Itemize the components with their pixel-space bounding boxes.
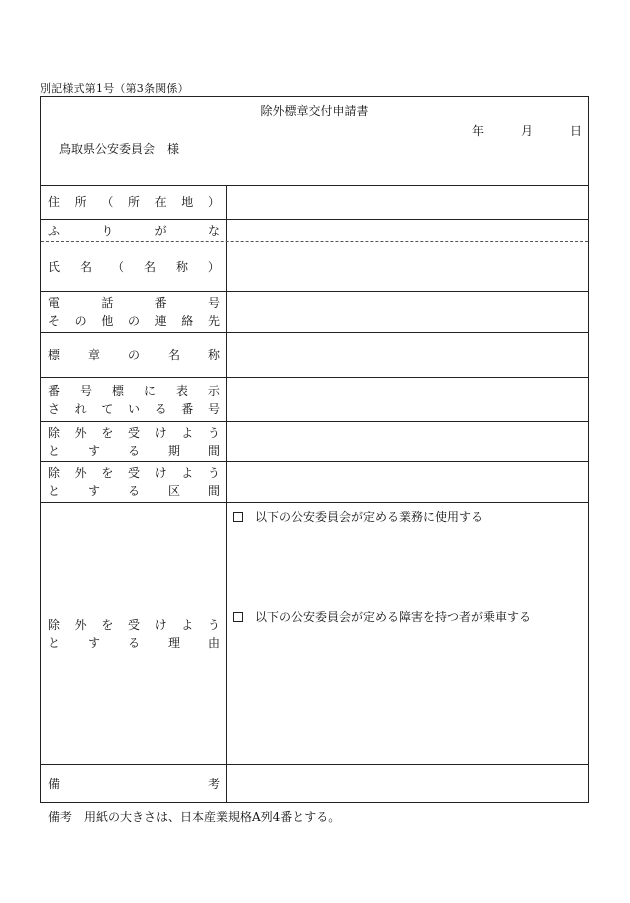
exemption-period-input[interactable] [227, 422, 588, 461]
label-line [48, 346, 220, 364]
furigana-input[interactable] [227, 220, 588, 241]
month-label: 月 [520, 124, 533, 138]
label-address [41, 185, 227, 219]
reason-option-disability[interactable] [233, 608, 531, 625]
date-field[interactable] [472, 122, 582, 139]
label-char: を [101, 466, 114, 480]
label-char: 標 [48, 348, 61, 362]
exemption-section-input[interactable] [227, 462, 588, 502]
address-input[interactable] [227, 185, 588, 219]
row-exemption-period [41, 422, 588, 462]
label-emblem-name [41, 333, 227, 377]
row-phone [41, 292, 588, 333]
checkbox[interactable] [233, 612, 243, 622]
label-char: 号 [207, 401, 220, 416]
label-char: け [154, 425, 167, 440]
label-exemption-section [41, 462, 227, 502]
label-char: け [154, 617, 167, 632]
label-exemption-period [41, 422, 227, 461]
day-label: 日 [569, 124, 582, 138]
label-char: 番 [154, 296, 167, 310]
label-line [48, 222, 220, 240]
label-char: る [127, 635, 140, 650]
label-char: 外 [74, 425, 87, 440]
label-char: す [87, 443, 100, 458]
reason-option-business-label: 以下の公安委員会が定める業務に使用する [255, 510, 484, 524]
label-char: そ [48, 314, 61, 328]
label-char: 番 [48, 383, 61, 398]
label-char: 連 [154, 314, 167, 328]
label-line [48, 193, 220, 211]
reason-option-business[interactable] [233, 508, 483, 525]
label-char: 章 [87, 348, 100, 362]
label-char: 期 [167, 443, 180, 458]
label-line [48, 294, 220, 312]
label-char: 理 [167, 635, 180, 650]
label-char: 先 [207, 314, 220, 328]
label-line [48, 382, 220, 400]
label-char: 所 [74, 195, 87, 209]
label-char: 外 [74, 617, 87, 632]
label-char: 住 [48, 195, 61, 209]
label-remarks [41, 765, 227, 802]
label-char: 示 [207, 383, 220, 398]
label-char: る [154, 401, 167, 416]
label-char: い [127, 401, 140, 416]
label-name [41, 242, 227, 291]
row-address [41, 185, 588, 220]
label-char: の [127, 348, 140, 362]
label-char: 地 [181, 195, 194, 209]
label-line [48, 258, 220, 276]
row-exemption-section [41, 462, 588, 503]
exemption-reason-options [227, 503, 588, 764]
row-emblem-name [41, 333, 588, 378]
label-char: す [87, 484, 100, 498]
label-char: よ [181, 466, 194, 480]
label-phone [41, 292, 227, 332]
label-char: 名 [79, 259, 92, 274]
emblem-name-input[interactable] [227, 333, 588, 377]
label-char: れ [74, 401, 87, 416]
application-form [40, 96, 589, 803]
label-line [48, 616, 220, 634]
label-char: 号 [207, 296, 220, 310]
label-char: と [48, 635, 61, 650]
row-name [41, 242, 588, 292]
label-char: 受 [127, 425, 140, 440]
label-char: （ [101, 195, 114, 209]
label-line [48, 424, 220, 442]
label-char: 称 [207, 348, 220, 362]
label-char: う [207, 425, 220, 440]
label-char: 除 [48, 425, 61, 440]
name-input[interactable] [227, 242, 588, 291]
label-char: う [207, 466, 220, 480]
label-char: ） [207, 259, 220, 274]
label-char: ） [207, 195, 220, 209]
label-char: の [127, 314, 140, 328]
form-title: 除外標章交付申請書 [260, 104, 369, 118]
label-char: 備 [48, 776, 61, 791]
label-char: の [74, 314, 87, 328]
addressee: 鳥取県公安委員会 様 [59, 142, 180, 156]
label-char: 所 [127, 195, 140, 209]
label-char: さ [48, 401, 61, 416]
label-char: 間 [207, 443, 220, 458]
label-char: な [207, 223, 220, 238]
reason-option-disability-label: 以下の公安委員会が定める障害を持つ者が乗車する [255, 610, 532, 624]
phone-input[interactable] [227, 292, 588, 332]
label-plate-number [41, 378, 227, 421]
form-header [41, 97, 588, 186]
label-char: 区 [167, 484, 180, 498]
label-char: ふ [48, 223, 61, 238]
label-line [48, 442, 220, 460]
label-char: 表 [175, 383, 188, 398]
label-line [48, 775, 220, 793]
label-char: 間 [207, 484, 220, 498]
label-line [48, 312, 220, 330]
label-char: す [87, 635, 100, 650]
label-char: 名 [143, 259, 156, 274]
form-number-caption: 別記様式第1号（第3条関係） [40, 82, 189, 95]
plate-number-input[interactable] [227, 378, 588, 421]
label-char: 話 [101, 296, 114, 310]
label-char: 在 [154, 195, 167, 209]
label-char: け [154, 466, 167, 480]
label-char: 考 [207, 776, 220, 791]
remarks-input[interactable] [227, 765, 588, 802]
label-char: よ [181, 425, 194, 440]
label-char: 外 [74, 466, 87, 480]
label-char: 氏 [48, 259, 61, 274]
label-char: 号 [79, 383, 92, 398]
label-char: 番 [181, 401, 194, 416]
label-char: （ [111, 259, 124, 274]
paper-size-note: 備考 用紙の大きさは、日本産業規格A列4番とする。 [48, 810, 341, 824]
label-char: よ [181, 617, 194, 632]
label-line [48, 464, 220, 482]
label-char: 絡 [181, 314, 194, 328]
year-label: 年 [472, 124, 485, 138]
row-exemption-reason [41, 503, 588, 765]
row-furigana [41, 220, 588, 242]
label-char: を [101, 425, 114, 440]
label-char: う [207, 617, 220, 632]
label-char: 除 [48, 466, 61, 480]
label-char: る [127, 443, 140, 458]
label-char: 除 [48, 617, 61, 632]
label-char: と [48, 484, 61, 498]
label-char: 称 [175, 259, 188, 274]
label-char: 標 [111, 383, 124, 398]
label-char: 名 [167, 348, 180, 362]
label-furigana [41, 220, 227, 241]
label-char: る [127, 484, 140, 498]
label-char: り [101, 223, 114, 238]
label-char: 由 [207, 635, 220, 650]
label-line [48, 634, 220, 652]
label-char: 電 [48, 296, 61, 310]
label-exemption-reason [41, 503, 227, 764]
label-char: 受 [127, 466, 140, 480]
label-line [48, 400, 220, 418]
label-char: に [143, 383, 156, 398]
checkbox[interactable] [233, 512, 243, 522]
label-char: 受 [127, 617, 140, 632]
label-char: て [101, 401, 114, 416]
row-plate-number [41, 378, 588, 422]
label-char: と [48, 443, 61, 458]
label-char: を [101, 617, 114, 632]
row-remarks [41, 765, 588, 802]
label-char: 他 [101, 314, 114, 328]
label-char: が [154, 223, 167, 238]
label-line [48, 482, 220, 500]
